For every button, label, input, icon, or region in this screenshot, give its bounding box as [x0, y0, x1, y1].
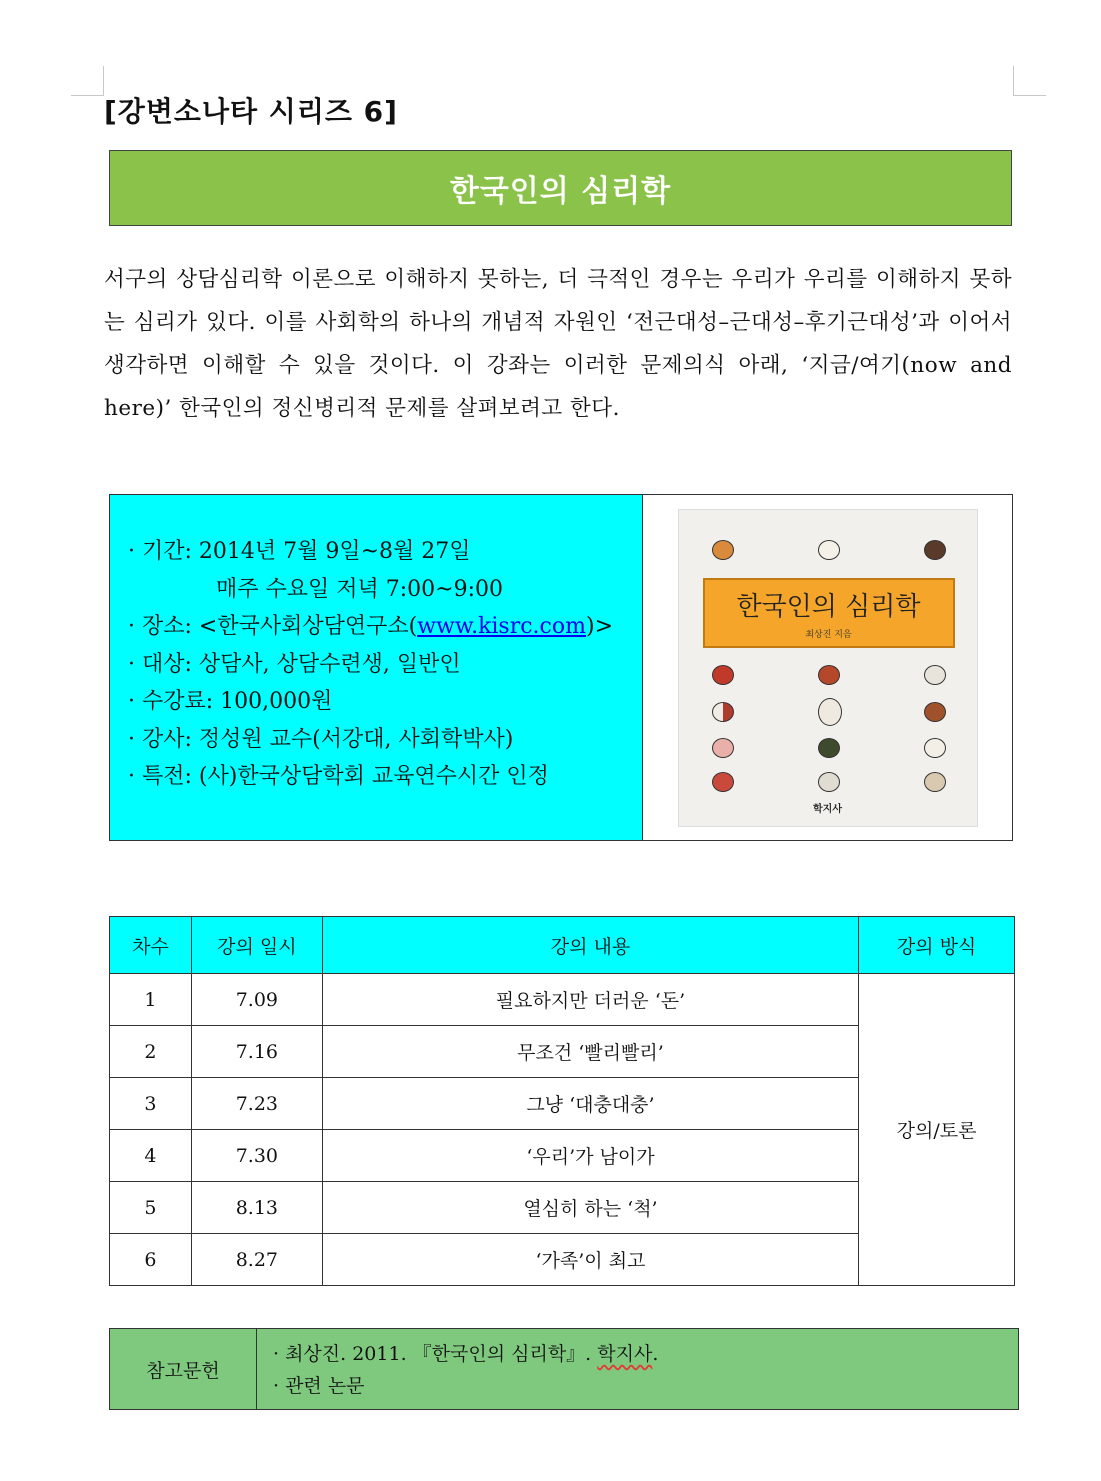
session-topic: ‘우리’가 남이가 [322, 1130, 858, 1182]
info-benefit: · 특전: (사)한국상담학회 교육연수시간 인정 [128, 764, 549, 789]
course-info-panel [110, 495, 643, 840]
session-number: 4 [110, 1130, 192, 1182]
page-corner-mark-right [1013, 66, 1046, 96]
session-date: 8.27 [191, 1234, 322, 1286]
references-box [109, 1328, 1019, 1410]
info-audience: · 대상: 상담사, 상담수련생, 일반인 [128, 651, 461, 677]
mask-icon [712, 665, 734, 685]
mask-icon [924, 702, 946, 722]
reference-end: . [652, 1343, 659, 1365]
references-list [257, 1329, 658, 1409]
course-info-box [109, 494, 1013, 841]
session-number: 6 [110, 1234, 192, 1286]
session-topic: 그냥 ‘대충대충’ [322, 1078, 858, 1130]
mask-icon [818, 772, 840, 792]
session-topic: 열심히 하는 ‘척’ [322, 1182, 858, 1234]
info-lecturer: · 강사: 정성원 교수(서강대, 사회학박사) [128, 726, 514, 752]
session-number: 3 [110, 1078, 192, 1130]
reference-publisher: 학지사 [597, 1343, 653, 1365]
mask-icon [818, 698, 842, 726]
mask-icon [924, 772, 946, 792]
header-date: 강의 일시 [191, 917, 322, 974]
info-period-detail: 매주 수요일 저녁 7:00~9:00 [216, 576, 503, 602]
session-date: 7.16 [191, 1026, 322, 1078]
mask-icon [712, 540, 734, 560]
page-corner-mark-left [71, 66, 104, 96]
book-title-panel [703, 578, 955, 648]
mask-icon [712, 738, 734, 758]
info-place-suffix: )> [585, 614, 614, 639]
session-number: 2 [110, 1026, 192, 1078]
mask-icon [712, 702, 734, 722]
mask-icon [924, 665, 946, 685]
reference-citation: · 최상진. 2011. 『한국인의 심리학』. [273, 1343, 598, 1365]
session-date: 8.13 [191, 1182, 322, 1234]
table-row [110, 974, 1015, 1026]
session-topic: 필요하지만 더러운 ‘돈’ [322, 974, 858, 1026]
book-author: 최상진 지음 [805, 629, 852, 640]
references-label: 참고문헌 [110, 1329, 257, 1409]
session-date: 7.23 [191, 1078, 322, 1130]
book-cover-image [678, 509, 978, 827]
book-title: 한국인의 심리학 [736, 591, 921, 622]
book-publisher: 학지사 [813, 803, 842, 815]
institute-link[interactable]: www.kisrc.com [417, 614, 586, 639]
series-title: [강변소나타 시리즈 6] [104, 95, 398, 128]
mask-icon [818, 738, 840, 758]
info-place [128, 608, 642, 646]
main-title: 한국인의 심리학 [449, 174, 672, 209]
session-date: 7.09 [191, 974, 322, 1026]
session-number: 1 [110, 974, 192, 1026]
lecture-method: 강의/토론 [859, 974, 1015, 1286]
session-topic: 무조건 ‘빨리빨리’ [322, 1026, 858, 1078]
book-image-panel [643, 495, 1012, 840]
mask-icon [712, 772, 734, 792]
header-session: 차수 [110, 917, 192, 974]
reference-item: · 관련 논문 [273, 1375, 365, 1397]
mask-icon [818, 540, 840, 560]
session-date: 7.30 [191, 1130, 322, 1182]
info-fee: · 수강료: 100,000원 [128, 689, 333, 714]
session-topic: ‘가족’이 최고 [322, 1234, 858, 1286]
intro-paragraph: 서구의 상담심리학 이론으로 이해하지 못하는, 더 극적인 경우는 우리가 우리를 이해하지 못하는 심리가 있다. 이를 사회학의 하나의 개념적 자원인 ‘전근대성–근대성–후기근대성’과 이어서 생각하면 이해할 수 있을 것이다. 이 강좌는 이러한 문제의식 아래, ‘지금/여기(now and here)’ 한국인의 정신병리적 문제를 살펴보려고 한다. [104, 267, 1012, 421]
table-header-row [110, 917, 1015, 974]
session-number: 5 [110, 1182, 192, 1234]
schedule-table [109, 916, 1015, 1286]
header-method: 강의 방식 [859, 917, 1015, 974]
title-banner [109, 150, 1012, 226]
mask-icon [924, 540, 946, 560]
header-topic: 강의 내용 [322, 917, 858, 974]
mask-icon [924, 738, 946, 758]
reference-item [273, 1338, 658, 1370]
info-period: · 기간: 2014년 7월 9일~8월 27일 [128, 539, 471, 564]
mask-icon [818, 665, 840, 685]
info-place-prefix: · 장소: <한국사회상담연구소( [128, 614, 418, 639]
